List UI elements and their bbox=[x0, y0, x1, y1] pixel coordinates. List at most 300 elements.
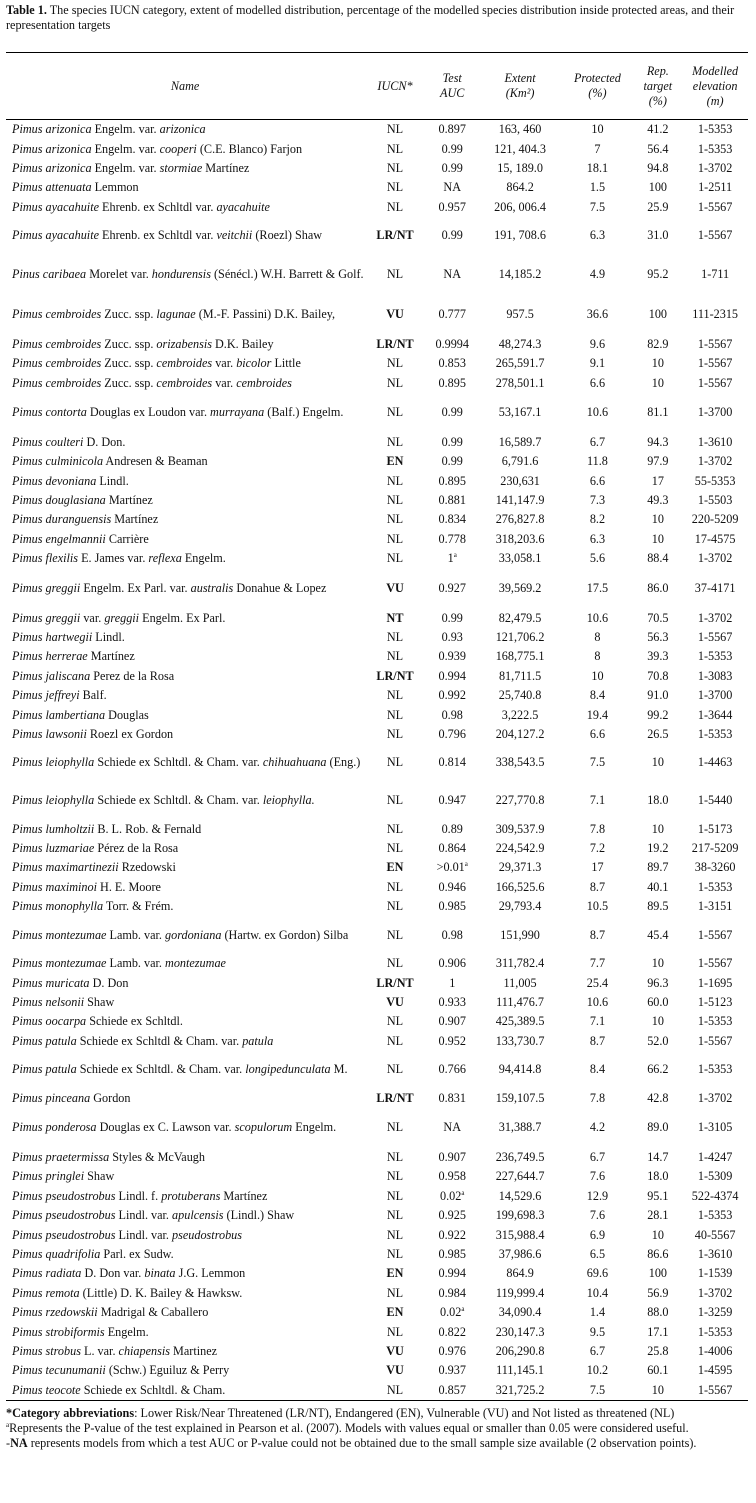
iucn-category: LR/NT bbox=[376, 228, 414, 243]
test-auc: 0.925 bbox=[438, 1208, 466, 1223]
elevation: 1-3702 bbox=[697, 160, 733, 175]
table-row bbox=[6, 1031, 748, 1050]
protected-pct: 7.6 bbox=[589, 1208, 606, 1223]
iucn-category: NL bbox=[386, 1188, 404, 1203]
species-name: Pimus strobus L. var. chiapensis Martinez bbox=[12, 1343, 218, 1358]
caption-label: Table 1. bbox=[6, 3, 47, 17]
iucn-category: NL bbox=[386, 180, 404, 195]
table-row bbox=[6, 1381, 748, 1401]
iucn-category: NL bbox=[386, 356, 404, 371]
species-name: Pimus pinceana Gordon bbox=[12, 1090, 131, 1105]
test-auc: 0.822 bbox=[438, 1324, 466, 1339]
rep-target: 100 bbox=[648, 1266, 667, 1281]
rep-target: 60.0 bbox=[647, 994, 669, 1009]
elevation: 1-5567 bbox=[697, 927, 733, 942]
iucn-category: NL bbox=[386, 199, 404, 214]
test-auc: 0.89 bbox=[441, 821, 463, 836]
rep-target: 41.2 bbox=[647, 122, 669, 137]
table-row bbox=[6, 819, 748, 838]
rep-target: 26.5 bbox=[647, 726, 669, 741]
table-row bbox=[6, 628, 748, 647]
elevation: 1-3610 bbox=[697, 434, 733, 449]
elevation: 1-5567 bbox=[697, 375, 733, 390]
table-row bbox=[6, 1051, 748, 1089]
protected-pct: 9.5 bbox=[589, 1324, 606, 1339]
iucn-category: LR/NT bbox=[376, 1090, 414, 1105]
extent: 121, 404.3 bbox=[494, 141, 546, 156]
iucn-category: NL bbox=[386, 649, 404, 664]
species-name: Pimus attenuata Lemmon bbox=[12, 180, 139, 195]
protected-pct: 7.1 bbox=[589, 793, 606, 808]
elevation: 37-4171 bbox=[694, 580, 736, 595]
rep-target: 100 bbox=[648, 180, 667, 195]
protected-pct: 25.4 bbox=[586, 975, 609, 990]
rep-target: 49.3 bbox=[647, 493, 669, 508]
rep-target: 14.7 bbox=[647, 1150, 669, 1165]
elevation: 1-4463 bbox=[697, 755, 733, 770]
species-name: Pimus devoniana Lindl. bbox=[12, 473, 129, 488]
caption-text: The species IUCN category, extent of modelled distribution, percentage of the modelled species distribution inside protected areas, and their representation targets bbox=[6, 3, 735, 32]
rep-target: 31.0 bbox=[647, 228, 669, 243]
table-row bbox=[6, 1361, 748, 1380]
rep-target: 96.3 bbox=[647, 975, 669, 990]
iucn-category: EN bbox=[386, 1266, 404, 1281]
extent: 338,543.5 bbox=[495, 755, 545, 770]
extent: 159,107.5 bbox=[495, 1090, 545, 1105]
iucn-category: NL bbox=[386, 1169, 404, 1184]
test-auc: 0.939 bbox=[438, 649, 466, 664]
protected-pct: 7.7 bbox=[589, 956, 606, 971]
extent: 39,569.2 bbox=[498, 580, 542, 595]
iucn-category: NL bbox=[386, 1382, 404, 1397]
rep-target: 86.6 bbox=[647, 1247, 669, 1261]
extent: 11,005 bbox=[503, 975, 537, 990]
table-row bbox=[6, 744, 748, 782]
species-name: Pimus cembroides Zucc. ssp. orizabensis D.K. Bailey bbox=[12, 336, 274, 351]
rep-target: 70.8 bbox=[647, 668, 669, 683]
protected-pct: 4.9 bbox=[589, 267, 606, 282]
species-name: Pimus muricata D. Don bbox=[12, 975, 129, 990]
extent: 29,371.3 bbox=[498, 860, 542, 875]
rep-target: 95.1 bbox=[647, 1188, 669, 1203]
rep-target: 10 bbox=[651, 375, 664, 390]
iucn-category: NL bbox=[386, 726, 404, 741]
elevation: 1-5567 bbox=[697, 1033, 733, 1048]
extent: 82,479.5 bbox=[498, 610, 542, 625]
table-header bbox=[6, 53, 748, 120]
iucn-category: NL bbox=[386, 434, 404, 449]
extent: 14,529.6 bbox=[498, 1188, 542, 1203]
extent: 166,525.6 bbox=[495, 879, 545, 894]
test-auc: 0.985 bbox=[438, 899, 466, 914]
table-row bbox=[6, 373, 748, 392]
rep-target: 56.4 bbox=[647, 141, 669, 156]
protected-pct: 9.1 bbox=[589, 356, 606, 371]
species-name: Pimus duranguensis Martínez bbox=[12, 512, 159, 527]
protected-pct: 5.6 bbox=[589, 551, 606, 566]
rep-target: 25.8 bbox=[647, 1343, 669, 1358]
table-row bbox=[6, 1108, 748, 1148]
protected-pct: 10 bbox=[591, 122, 604, 137]
iucn-category: NL bbox=[386, 793, 404, 808]
extent: 321,725.2 bbox=[495, 1382, 545, 1397]
elevation: 1-5567 bbox=[697, 1382, 733, 1397]
protected-pct: 17.5 bbox=[586, 580, 609, 595]
table-row bbox=[6, 916, 748, 954]
test-auc: 0.93 bbox=[441, 630, 463, 645]
test-auc: 0.02$^a$ bbox=[440, 1188, 465, 1203]
iucn-category: NL bbox=[386, 122, 404, 137]
protected-pct: 7.2 bbox=[589, 840, 606, 855]
table-notes bbox=[6, 1406, 750, 1451]
extent: 81,711.5 bbox=[498, 668, 542, 683]
elevation: 1-5353 bbox=[697, 122, 733, 137]
rep-target: 66.2 bbox=[647, 1062, 669, 1077]
rep-target: 18.0 bbox=[647, 793, 669, 808]
iucn-category: NL bbox=[386, 473, 404, 488]
elevation: 1-5353 bbox=[697, 141, 733, 156]
species-name: Pimus quadrifolia Parl. ex Sudw. bbox=[12, 1247, 174, 1261]
table-row bbox=[6, 1264, 748, 1283]
table-caption bbox=[6, 3, 750, 33]
species-name: Pimus pseudostrobus Lindl. var. apulcensis (Lindl.) Shaw bbox=[12, 1208, 295, 1223]
test-auc: 0.907 bbox=[438, 1150, 466, 1165]
iucn-category: NL bbox=[386, 1247, 404, 1261]
iucn-category: LR/NT bbox=[376, 336, 414, 351]
elevation: 1-3702 bbox=[697, 1090, 733, 1105]
table-row bbox=[6, 433, 748, 452]
rep-target: 70.5 bbox=[647, 610, 669, 625]
table-row bbox=[6, 973, 748, 992]
rep-target: 88.4 bbox=[647, 551, 669, 566]
table-row bbox=[6, 335, 748, 354]
species-name: Pimus jeffreyi Balf. bbox=[12, 688, 107, 703]
header-extent: Extent (Km²) bbox=[504, 71, 536, 100]
iucn-category: NL bbox=[386, 1062, 404, 1077]
species-name: Pimus lambertiana Douglas bbox=[12, 707, 149, 722]
extent: 37,986.6 bbox=[498, 1247, 542, 1261]
extent: 15, 189.0 bbox=[497, 160, 543, 175]
elevation: 1-5123 bbox=[697, 994, 733, 1009]
table-row bbox=[6, 1167, 748, 1186]
rep-target: 88.0 bbox=[647, 1305, 669, 1320]
protected-pct: 8 bbox=[594, 649, 601, 664]
iucn-category: NL bbox=[386, 1285, 404, 1300]
header-iucn: IUCN* bbox=[377, 78, 413, 93]
protected-pct: 6.7 bbox=[589, 1343, 606, 1358]
species-name: Pimus greggii Engelm. Ex Parl. var. australis Donahue & Lopez bbox=[12, 580, 327, 595]
test-auc: 0.937 bbox=[438, 1363, 466, 1378]
table-row bbox=[6, 1284, 748, 1303]
elevation: 1-3700 bbox=[697, 405, 733, 420]
table-row bbox=[6, 1206, 748, 1225]
species-name: Pimus flexilis E. James var. reflexa Engelm. bbox=[12, 551, 226, 566]
elevation: 1-3083 bbox=[697, 668, 733, 683]
extent: 957.5 bbox=[506, 307, 534, 322]
iucn-category: NL bbox=[386, 267, 404, 282]
extent: 133,730.7 bbox=[495, 1033, 545, 1048]
iucn-category: NL bbox=[386, 821, 404, 836]
iucn-category: LR/NT bbox=[376, 975, 414, 990]
iucn-category: NL bbox=[386, 1120, 404, 1135]
table-row bbox=[6, 178, 748, 197]
table-row bbox=[6, 472, 748, 491]
table-row bbox=[6, 1012, 748, 1031]
rep-target: 81.1 bbox=[647, 405, 669, 420]
rep-target: 56.9 bbox=[647, 1285, 669, 1300]
rep-target: 52.0 bbox=[647, 1033, 669, 1048]
protected-pct: 11.8 bbox=[587, 454, 608, 469]
species-name: Pimus ayacahuite Ehrenb. ex Schltdl var. veitchii (Roezl) Shaw bbox=[12, 228, 323, 243]
rep-target: 45.4 bbox=[647, 927, 669, 942]
species-name: Pimus arizonica Engelm. var. arizonica bbox=[12, 122, 206, 137]
elevation: 1-3259 bbox=[697, 1305, 733, 1320]
rep-target: 18.0 bbox=[647, 1169, 669, 1184]
test-auc: 0.952 bbox=[438, 1033, 466, 1048]
extent: 230,631 bbox=[500, 473, 540, 488]
protected-pct: 10.5 bbox=[586, 899, 609, 914]
rep-target: 100 bbox=[648, 307, 667, 322]
table-row bbox=[6, 198, 748, 217]
species-name: Pimus cembroides Zucc. ssp. cembroides var. bicolor Little bbox=[12, 356, 301, 371]
species-name: Pimus tecunumanii (Schw.) Eguiluz & Perry bbox=[12, 1363, 230, 1378]
elevation: 1-5353 bbox=[697, 1014, 733, 1029]
iucn-category: NL bbox=[386, 630, 404, 645]
table-row bbox=[6, 139, 748, 158]
test-auc: 0.857 bbox=[438, 1382, 466, 1397]
species-name: Pimus lumholtzii B. L. Rob. & Fernald bbox=[12, 821, 202, 836]
species-name: Pimus radiata D. Don var. binata J.G. Lemmon bbox=[12, 1266, 246, 1281]
test-auc: 0.778 bbox=[438, 531, 466, 546]
table-row bbox=[6, 354, 748, 373]
rep-target: 10 bbox=[651, 356, 664, 371]
test-auc: 0.814 bbox=[438, 755, 466, 770]
elevation: 1-4006 bbox=[697, 1343, 733, 1358]
test-auc: 0.994 bbox=[438, 668, 466, 683]
test-auc: 0.99 bbox=[441, 434, 463, 449]
test-auc: NA bbox=[443, 180, 462, 195]
extent: 3,222.5 bbox=[501, 707, 539, 722]
rep-target: 99.2 bbox=[647, 707, 669, 722]
extent: 227,770.8 bbox=[495, 793, 545, 808]
iucn-category: EN bbox=[386, 1305, 404, 1320]
protected-pct: 10.2 bbox=[586, 1363, 609, 1378]
table-row bbox=[6, 993, 748, 1012]
protected-pct: 17 bbox=[591, 860, 604, 875]
species-name: Pimus cembroides Zucc. ssp. cembroides var. cembroides bbox=[12, 375, 292, 390]
test-auc: 0.922 bbox=[438, 1227, 466, 1242]
protected-pct: 7.1 bbox=[589, 1014, 606, 1029]
rep-target: 86.0 bbox=[647, 580, 669, 595]
elevation: 522-4374 bbox=[691, 1188, 739, 1203]
iucn-category: EN bbox=[386, 860, 404, 875]
table-row bbox=[6, 491, 748, 510]
table-row bbox=[6, 1322, 748, 1341]
protected-pct: 36.6 bbox=[586, 307, 609, 322]
protected-pct: 10.4 bbox=[586, 1285, 609, 1300]
table-row bbox=[6, 705, 748, 724]
extent: 276,827.8 bbox=[495, 512, 545, 527]
elevation: 111-2315 bbox=[692, 307, 739, 322]
species-name: Pinus caribaea Morelet var. hondurensis (Sénécl.) W.H. Barrett & Golf. bbox=[12, 267, 364, 282]
extent: 311,782.4 bbox=[495, 956, 545, 971]
iucn-category: VU bbox=[386, 994, 404, 1009]
elevation: 1-3702 bbox=[697, 454, 733, 469]
protected-pct: 7.5 bbox=[589, 199, 606, 214]
note-abbreviations: *Category abbreviations: Lower Risk/Near Threatened (LR/NT), Endangered (EN), Vulnerable (VU) and Not listed as threatened (NL) bbox=[6, 1405, 675, 1420]
test-auc: 0.992 bbox=[438, 688, 466, 703]
iucn-category: NL bbox=[386, 512, 404, 527]
protected-pct: 6.6 bbox=[589, 473, 606, 488]
rep-target: 10 bbox=[651, 1227, 664, 1242]
table-row bbox=[6, 647, 748, 666]
iucn-category: NL bbox=[386, 956, 404, 971]
test-auc: 0.946 bbox=[438, 879, 466, 894]
iucn-category: NL bbox=[386, 375, 404, 390]
rep-target: 10 bbox=[651, 1382, 664, 1397]
table-row bbox=[6, 1342, 748, 1361]
table-row bbox=[6, 217, 748, 255]
elevation: 1-3702 bbox=[697, 551, 733, 566]
protected-pct: 69.6 bbox=[586, 1266, 609, 1281]
protected-pct: 8.4 bbox=[589, 1062, 606, 1077]
protected-pct: 1.5 bbox=[589, 180, 606, 195]
species-name: Pimus leiophylla Schiede ex Schltdl. & Cham. var. chihuahuana (Eng.) bbox=[12, 755, 361, 770]
protected-pct: 8.7 bbox=[589, 879, 606, 894]
extent: 236,749.5 bbox=[495, 1150, 545, 1165]
species-name: Pimus strobiformis Engelm. bbox=[12, 1324, 149, 1339]
extent: 425,389.5 bbox=[495, 1014, 545, 1029]
protected-pct: 9.6 bbox=[589, 336, 606, 351]
rep-target: 17 bbox=[651, 473, 664, 488]
species-name: Pimus luzmariae Pérez de la Rosa bbox=[12, 840, 179, 855]
table-row bbox=[6, 452, 748, 471]
table-row bbox=[6, 1187, 748, 1206]
rep-target: 10 bbox=[651, 755, 664, 770]
extent: 315,988.4 bbox=[495, 1227, 545, 1242]
table-row bbox=[6, 667, 748, 686]
protected-pct: 1.4 bbox=[589, 1305, 606, 1320]
elevation: 1-5567 bbox=[697, 228, 733, 243]
protected-pct: 7 bbox=[594, 141, 601, 156]
species-name: Pimus lawsonii Roezl ex Gordon bbox=[12, 726, 174, 741]
elevation: 1-5353 bbox=[697, 726, 733, 741]
rep-target: 10 bbox=[651, 1014, 664, 1029]
test-auc: 0.831 bbox=[438, 1090, 466, 1105]
protected-pct: 6.3 bbox=[589, 531, 606, 546]
species-name: Pimus pringlei Shaw bbox=[12, 1169, 115, 1184]
table-row bbox=[6, 1148, 748, 1167]
protected-pct: 7.5 bbox=[589, 1382, 606, 1397]
table-row bbox=[6, 393, 748, 433]
protected-pct: 19.4 bbox=[586, 707, 609, 722]
species-name: Pimus praetermissa Styles & McVaugh bbox=[12, 1150, 205, 1165]
test-auc: 0.766 bbox=[438, 1062, 466, 1077]
table-row bbox=[6, 1303, 748, 1322]
species-name: Pimus oocarpa Schiede ex Schltdl. bbox=[12, 1014, 183, 1029]
protected-pct: 6.3 bbox=[589, 228, 606, 243]
extent: 864.2 bbox=[506, 180, 534, 195]
test-auc: 0.994 bbox=[438, 1266, 466, 1281]
species-name: Pimus maximinoi H. E. Moore bbox=[12, 879, 161, 894]
species-name: Pimus jaliscana Perez de la Rosa bbox=[12, 668, 175, 683]
rep-target: 19.2 bbox=[647, 840, 669, 855]
iucn-category: NL bbox=[386, 141, 404, 156]
header-test-auc: Test AUC bbox=[440, 71, 465, 100]
elevation: 1-5353 bbox=[697, 1208, 733, 1223]
table-row bbox=[6, 858, 748, 877]
extent: 224,542.9 bbox=[495, 840, 545, 855]
iucn-category: NL bbox=[386, 551, 404, 566]
elevation: 1-3105 bbox=[697, 1120, 733, 1135]
protected-pct: 6.9 bbox=[589, 1227, 606, 1242]
test-auc: 0.796 bbox=[438, 726, 466, 741]
species-name: Pimus culminicola Andresen & Beaman bbox=[12, 454, 208, 469]
iucn-category: NL bbox=[386, 1033, 404, 1048]
species-table bbox=[6, 52, 748, 1401]
iucn-category: NL bbox=[386, 160, 404, 175]
elevation: 1-711 bbox=[701, 267, 730, 282]
elevation: 1-5353 bbox=[697, 1062, 733, 1077]
test-auc: 0.777 bbox=[438, 307, 466, 322]
elevation: 1-2511 bbox=[698, 180, 733, 195]
extent: 191, 708.6 bbox=[494, 228, 546, 243]
protected-pct: 10.6 bbox=[586, 405, 609, 420]
iucn-category: NL bbox=[386, 707, 404, 722]
protected-pct: 8.7 bbox=[589, 1033, 606, 1048]
extent: 151,990 bbox=[500, 927, 540, 942]
rep-target: 56.3 bbox=[647, 630, 669, 645]
elevation: 1-3610 bbox=[697, 1247, 733, 1261]
elevation: 1-5567 bbox=[697, 336, 733, 351]
protected-pct: 8.7 bbox=[589, 927, 606, 942]
rep-target: 89.7 bbox=[647, 860, 669, 875]
protected-pct: 7.8 bbox=[589, 1090, 606, 1105]
extent: 29,793.4 bbox=[498, 899, 542, 914]
species-name: Pimus contorta Douglas ex Loudon var. murrayana (Balf.) Engelm. bbox=[12, 405, 344, 420]
test-auc: 0.906 bbox=[438, 956, 466, 971]
iucn-category: VU bbox=[386, 1363, 404, 1378]
iucn-category: LR/NT bbox=[376, 668, 414, 683]
elevation: 1-5309 bbox=[697, 1169, 733, 1184]
test-auc: 0.834 bbox=[438, 512, 466, 527]
extent: 94,414.8 bbox=[498, 1062, 542, 1077]
rep-target: 10 bbox=[651, 512, 664, 527]
test-auc: 0.99 bbox=[441, 405, 463, 420]
elevation: 55-5353 bbox=[694, 473, 736, 488]
species-name: Pimus cembroides Zucc. ssp. lagunae (M.-F. Passini) D.K. Bailey, bbox=[12, 307, 336, 322]
rep-target: 40.1 bbox=[647, 879, 669, 894]
rep-target: 89.0 bbox=[647, 1120, 669, 1135]
species-name: Pimus hartwegii Lindl. bbox=[12, 630, 125, 645]
extent: 53,167.1 bbox=[498, 405, 542, 420]
extent: 163, 460 bbox=[498, 122, 542, 137]
species-name: Pimus engelmannii Carrière bbox=[12, 531, 149, 546]
extent: 265,591.7 bbox=[495, 356, 545, 371]
protected-pct: 8.4 bbox=[589, 688, 606, 703]
species-name: Pimus rzedowskii Madrigal & Caballero bbox=[12, 1305, 209, 1320]
extent: 6,791.6 bbox=[501, 454, 539, 469]
rep-target: 10 bbox=[651, 821, 664, 836]
protected-pct: 6.7 bbox=[589, 1150, 606, 1165]
extent: 204,127.2 bbox=[495, 726, 545, 741]
iucn-category: VU bbox=[386, 580, 404, 595]
test-auc: 0.895 bbox=[438, 375, 466, 390]
test-auc: 0.895 bbox=[438, 473, 466, 488]
species-name: Pimus teocote Schiede ex Schltdl. & Cham. bbox=[12, 1382, 226, 1397]
iucn-category: NL bbox=[386, 1227, 404, 1242]
species-name: Pimus coulteri D. Don. bbox=[12, 434, 126, 449]
